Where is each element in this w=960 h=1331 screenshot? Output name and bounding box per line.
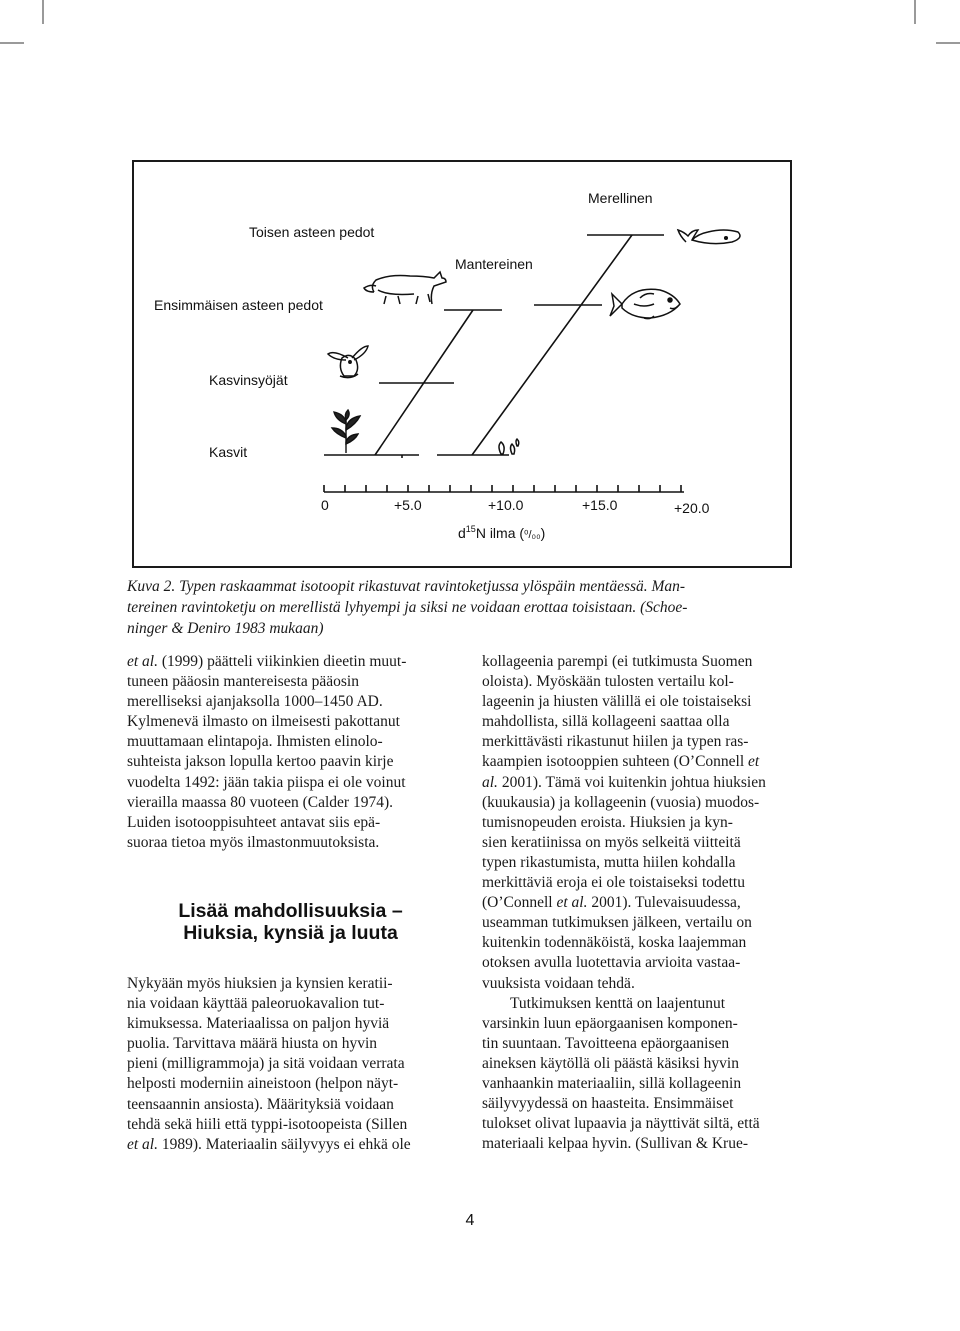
text-line: muuttamaan elintapoja. Ihmisten elinolo- [127,733,383,751]
text-line: pieni (milligrammoja) ja sitä voidaan verrata [127,1055,405,1073]
section-heading [127,900,454,944]
label-plants: Kasvit [209,444,248,460]
text-line: kollageenia parempi (ei tutkimusta Suomen [482,653,753,670]
text-line: teensaannin ansiosta). Määrityksiä voidaan [127,1095,394,1113]
heading-line: Lisää mahdollisuuksia – [178,900,403,922]
text-line: Nykyään myös hiuksien ja kynsien keratii- [127,975,393,992]
text-line: tehdä sekä hiili että typpi-isotoopeista (Sillen [127,1115,408,1133]
caption-line: tereinen ravintoketju on merellistä lyhyempi ja siksi ne voidaan erottaa toisistaan. (Schoe- [127,599,688,616]
text-line: 2001). Tulevaisuudessa, [587,894,741,912]
text-line: typen rikastumista, mutta hiilen kohdalla [482,853,736,871]
text-line: vierailla maassa 80 vuoteen (Calder 1974). [127,793,393,811]
text-line: merkittäviä eroja ei ole toistaiseksi todettu [482,874,745,892]
figure-caption [127,576,795,639]
page-number: 4 [465,1212,475,1229]
text-line: (O’Connell [482,894,557,912]
text-line: Kylmenevä ilmasto on ilmeisesti pakottanut [127,713,400,731]
x-axis [324,485,684,492]
text-line: aineksen käytöllä oli päästä käsiksi hyvin [482,1054,739,1072]
text-line: helposti moderniin aineistoon (helpon näyt- [127,1075,399,1093]
citation-italic: al. [482,773,498,791]
text-line: otoksen avulla luotettavia arvioita vastaa- [482,954,741,972]
label-primary-predators: Ensimmäisen asteen pedot [154,297,323,313]
text-line: vanhaankin materiaaliin, sillä kollageenin [482,1074,742,1092]
text-line: useamman tutkimuksen jälkeen, vertailu on [482,914,752,932]
text-line: Tutkimuksen kenttä on laajentunut [510,994,726,1012]
left-column-paragraph-1 [127,652,454,853]
text-line: tulokset olivat lupaavia ja näyttivät siltä, että [482,1115,760,1133]
text-line: varsinkin luun epäorgaanisen komponen- [482,1014,738,1032]
citation-italic: et al. [127,653,158,670]
x-tick-label: +10.0 [488,497,524,513]
text-line: tin suuntaan. Tavoitteena epäorgaanisen [482,1034,730,1052]
algae-icon [499,439,519,454]
heading-line: Hiuksia, kynsiä ja luuta [183,922,398,944]
fish-icon [610,289,680,318]
text-line: tumisnopeuden eroista. Hiuksien ja kyn- [482,813,733,831]
text-line: merkittävästi rikastunut hiilen ja typen ras- [482,733,749,751]
text-line: 1989). Materiaalin säilyvyys ei ehkä ole [158,1135,411,1153]
label-terrestrial: Mantereinen [455,256,533,272]
text-line: oloista). Myöskään tulosten vertailu kol- [482,673,734,691]
text-line: suhteista jakson lopulla kertoo paavin kirje [127,753,394,771]
text-line: Luiden isotooppisuhteet antavat siis epä- [127,813,381,831]
text-line: kimuksessa. Materiaalissa on paljon hyviä [127,1015,390,1033]
x-tick-label: 0 [321,497,329,513]
text-line: 2001). Tämä voi kuitenkin johtua hiuksien [497,773,766,791]
x-tick-label: +15.0 [582,497,618,513]
crop-mark [936,42,960,44]
text-line: (kuukausia) ja kollageenin (vuosia) muodos- [482,793,760,811]
text-line: suoraa tietoa myös ilmastonmuutoksista. [127,833,380,851]
text-line: (1999) päätteli viikinkien dieetin muut- [161,653,407,670]
crop-mark [0,42,24,44]
text-line: sien keratiinissa on myös selkeitä viitteitä [482,833,741,851]
fox-icon [364,272,446,304]
text-line: lageenin ja hiusten välillä ei ole toistaiseksi [482,693,752,711]
text-line: vuodelta 1492: jään takia piispa ei ole voinut [127,773,406,791]
rabbit-icon [328,346,368,378]
text-line: mahdollista, sillä kollageeni saattaa olla [482,713,730,731]
caption-line: Kuva 2. Typen raskaammat isotoopit rikastuvat ravintoketjussa ylöspäin mentäessä. Man- [127,578,686,595]
text-line: kaampien isotooppien suhteen (O’Connell [482,753,749,771]
x-tick-label: +5.0 [394,497,422,513]
x-axis-title: $d^{15}N$ ilma (⁰/₀₀) [458,524,546,541]
left-column-paragraph-2 [127,974,454,1155]
label-secondary-predators: Toisen asteen pedot [249,224,375,240]
text-line: kuitenkin todennäköistä, koska laajemman [482,934,747,952]
whale-icon [678,230,740,244]
text-line: merelliseksi ajanjaksolla 1000–1450 AD. [127,693,383,711]
text-line: säilyvyydessä on haasteita. Ensimmäiset [482,1095,734,1113]
crop-mark [42,0,44,24]
citation-italic: et al. [127,1135,158,1153]
text-line: tuneen pääosin mantereisesta pääosin [127,673,359,691]
right-column [482,652,809,1154]
text-line: materiaali kelpaa hyvin. (Sullivan & Krue- [482,1135,748,1153]
food-chain-figure [132,160,792,568]
citation-italic: et al. [556,894,588,912]
text-line: vuuksista voidaan tehdä. [482,974,635,992]
caption-line: ninger & Deniro 1983 mukaan) [127,620,324,637]
text-line: puolia. Tarvittava määrä hiusta on hyvin [127,1035,378,1053]
label-marine: Merellinen [588,190,653,206]
crop-mark [914,0,916,24]
text-line: nia voidaan käyttää paleoruokavalion tut- [127,995,385,1013]
citation-italic: et [748,753,760,771]
food-chain-diagram [134,162,790,566]
plant-icon [332,410,360,453]
x-tick-label: +20.0 [674,500,710,516]
label-herbivores: Kasvinsyöjät [209,372,288,388]
